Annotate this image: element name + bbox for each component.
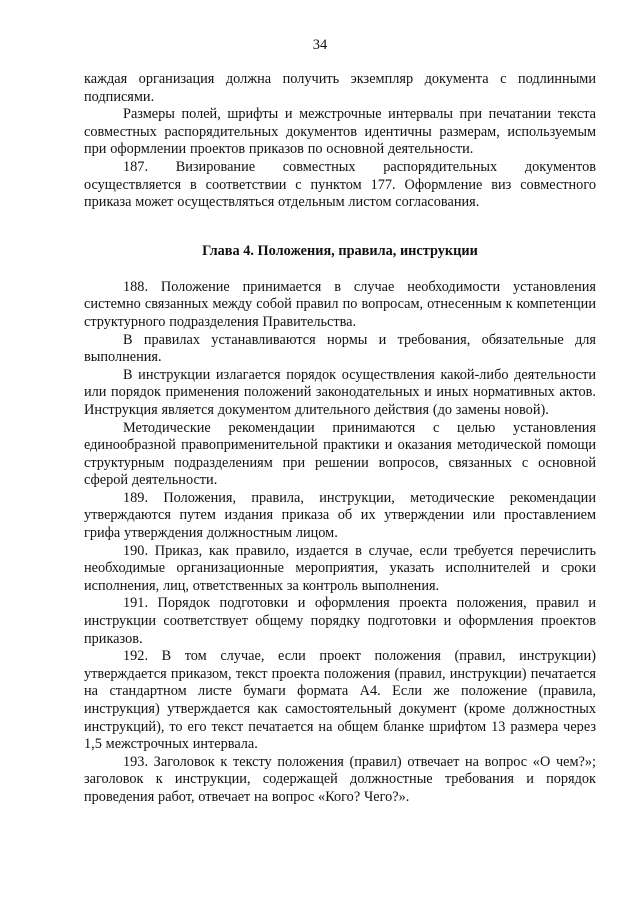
chapter-heading: Глава 4. Положения, правила, инструкции: [202, 242, 478, 259]
paragraph-193: 193. Заголовок к тексту положения (правил) отвечает на вопрос «О чем?»; заголовок к инструкции, содержащей должностные требования и порядок проведения работ, отвечает на вопрос «Кого? Чего?».: [84, 753, 596, 805]
paragraph-192: 192. В том случае, если проект положения (правил, инструкции) утверждается приказом, текст проекта положения (правил, инструкции) печатается на стандартном листе бумаги формата А4. Если же положение (правила, инструкция) утверждается как самостоятельный документ (кроме должностных инструкций), то его текст печатается на общем бланке шрифтом 13 размера через 1,5 межстрочных интервала.: [84, 648, 596, 753]
paragraph-rules: В правилах устанавливаются нормы и требования, обязательные для выполнения.: [84, 331, 596, 366]
paragraph-formatting-sizes: Размеры полей, шрифты и межстрочные интервалы при печатании текста совместных распорядительных документов идентичны размерам, используемым при оформлении проектов приказов по основной деятельности.: [84, 106, 596, 158]
continued-paragraph: каждая организация должна получить экземпляр документа с подлинными подписями.: [84, 71, 596, 105]
page-body: [84, 71, 596, 807]
page-number: 34: [312, 37, 328, 53]
paragraph-190: 190. Приказ, как правило, издается в случае, если требуется перечислить необходимые организационные мероприятия, указать исполнителей и сроки исполнения, лиц, ответственных за контроль выполнения.: [84, 542, 596, 594]
paragraph-instructions: В инструкции излагается порядок осуществления какой-либо деятельности или порядок применения положений законодательных и иных нормативных актов. Инструкция является документом длительного действия (до замены новой).: [84, 366, 596, 418]
paragraph-189: 189. Положения, правила, инструкции, методические рекомендации утверждаются путем издания приказа об их утверждении или проставлением грифа утверждения должностным лицом.: [84, 489, 596, 542]
paragraph-methodical-recommendations: Методические рекомендации принимаются с целью установления единообразной правоприменительной практики и оказания методической помощи структурным подразделениям при решении вопросов, связанных с основной сферой деятельности.: [84, 419, 596, 489]
paragraph-191: 191. Порядок подготовки и оформления проекта положения, правил и инструкции соответствует общему порядку подготовки и оформления проектов приказов.: [84, 595, 596, 647]
paragraph-188: 188. Положение принимается в случае необходимости установления системно связанных между собой правил по вопросам, отнесенным к компетенции структурного подразделения Правительства.: [84, 278, 596, 330]
paragraph-187: 187. Визирование совместных распорядительных документов осуществляется в соответствии с пунктом 177. Оформление виз совместного приказа может осуществляться отдельным листом согласования.: [84, 158, 596, 211]
